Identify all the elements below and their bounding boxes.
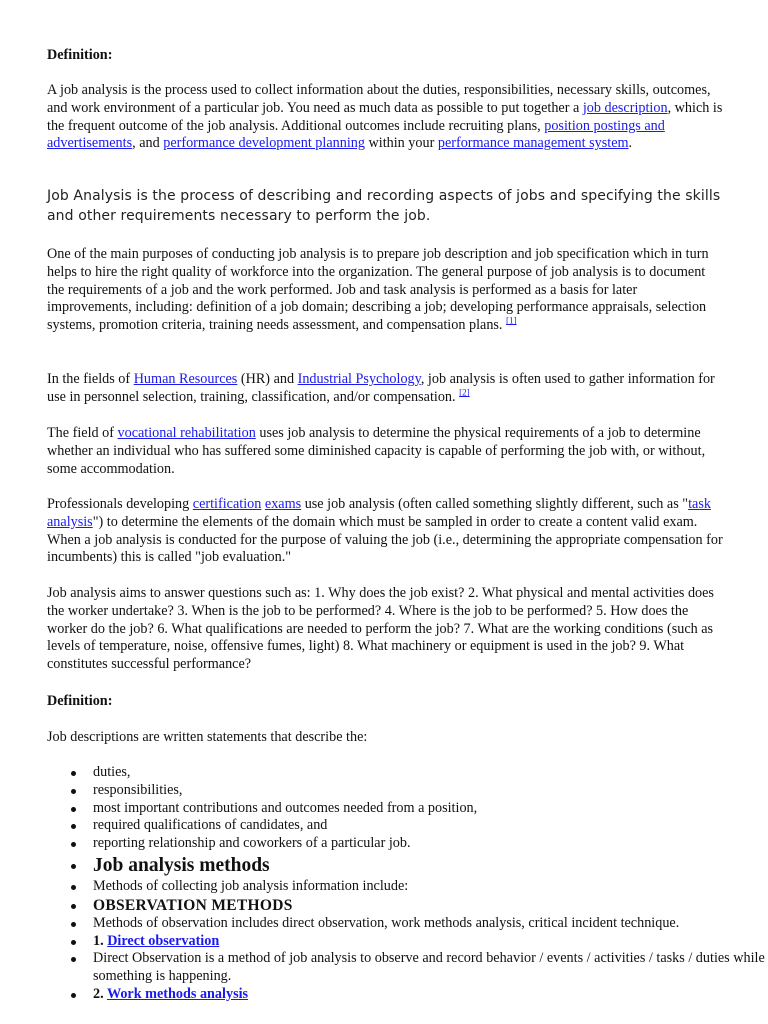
list-item: Methods of observation includes direct observation, work methods analysis, critical incident technique. <box>93 915 768 933</box>
job-description-list <box>47 764 768 853</box>
professionals-paragraph <box>47 496 723 567</box>
methods-list <box>47 854 768 1004</box>
definition-heading: Definition: <box>47 47 113 63</box>
reference-1-link[interactable]: [1] <box>506 315 517 326</box>
position-postings-link[interactable]: position postings and advertisements <box>47 117 665 152</box>
work-methods-number: 2. <box>93 985 107 1002</box>
job-descriptions-intro: Job descriptions are written statements that describe the: <box>47 729 368 745</box>
vocational-paragraph <box>47 425 723 478</box>
job-analysis-definition-text: is the process of describing and recording aspects of jobs and specifying the skills and other requirements necessary to perform the job. <box>47 188 721 224</box>
list-item: most important contributions and outcomes needed from a position, <box>93 800 768 818</box>
prof-text-3: use job analysis (often called something slightly different, such as " <box>301 496 689 512</box>
methods-heading: Job analysis methods <box>93 854 768 878</box>
hr-text-1: In the fields of <box>47 371 134 387</box>
exams-link[interactable]: exams <box>264 496 302 512</box>
hr-text-3: , job analysis is often used to gather information for use in personnel selection, training, classification, and/or compensation. <box>47 371 715 405</box>
prof-text-1: Professionals developing <box>47 496 193 512</box>
intro-text-2: , which is the frequent outcome of the job analysis. Additional outcomes include recruiting plans, <box>47 99 723 134</box>
list-item: reporting relationship and coworkers of a particular job. <box>93 835 768 853</box>
hr-text-2: (HR) and <box>237 371 298 387</box>
voc-text-1: The field of <box>47 425 118 441</box>
definition-heading-2: Definition: <box>47 693 113 709</box>
intro-text-1: A job analysis is the process used to collect information about the duties, responsibilities, necessary skills, outcomes, and work environment of a particular job. You need as much data as possible to put together a <box>47 82 711 116</box>
industrial-psychology-link[interactable]: Industrial Psychology <box>297 371 421 387</box>
work-methods-analysis-link[interactable]: Work methods analysis <box>106 985 249 1002</box>
human-resources-link[interactable]: Human Resources <box>133 371 238 387</box>
reference-2-link[interactable]: [2] <box>459 387 470 398</box>
intro-text-5: . <box>628 135 633 152</box>
reference-2 <box>459 387 470 397</box>
job-description-link[interactable]: job description <box>582 99 668 116</box>
job-analysis-term: Job Analysis <box>47 188 132 204</box>
performance-management-system-link[interactable]: performance management system <box>437 135 629 152</box>
purposes-text: One of the main purposes of conducting job analysis is to prepare job description and job specification which in turn helps to hire the right quality of workforce into the organization. The general purpose of job analysis is to document the requirements of a job and the work performed. Job and task analysis is performed as a basis for later improvements, including: definition of a job domain; describing a job; developing performance appraisals, selection systems, promotion criteria, training needs assessment, and compensation plans. <box>47 246 709 334</box>
hr-paragraph <box>47 371 723 407</box>
list-item: responsibilities, <box>93 782 768 800</box>
voc-text-2: uses job analysis to determine the physical requirements of a job to determine whether an individual who has suffered some diminished capacity is capable of performing the job with, or without, some accommodation. <box>47 425 706 477</box>
certification-link[interactable]: certification <box>192 496 262 512</box>
intro-paragraph <box>47 82 723 153</box>
direct-observation-link[interactable]: Direct observation <box>107 932 220 949</box>
task-analysis-link[interactable]: task analysis <box>47 496 711 530</box>
purposes-paragraph <box>47 246 723 335</box>
reference-1 <box>506 315 517 325</box>
prof-text-4: ") to determine the elements of the domain which must be sampled in order to create a content valid exam. When a job analysis is conducted for the purpose of valuing the job (i.e., determining the appropriate compensation for incumbents) this is called "job evaluation." <box>47 513 723 566</box>
performance-development-planning-link[interactable]: performance development planning <box>163 135 365 152</box>
list-item: required qualifications of candidates, and <box>93 817 768 835</box>
questions-paragraph: Job analysis aims to answer questions such as: 1. Why does the job exist? 2. What physical and mental activities does the worker undertake? 3. When is the job to be performed? 4. Where is the job to be performed? 5. How does the worker do the job? 6. What qualifications are needed to perform the job? 7. What are the working conditions (such as levels of temperature, noise, offensive fumes, light) 8. What machinery or equipment is used in the job? 9. What constitutes successful performance? <box>47 585 714 673</box>
intro-text-3: , and <box>132 135 164 152</box>
list-item: duties, <box>93 764 768 782</box>
intro-text-4: within your <box>364 135 438 152</box>
direct-observation-number: 1. <box>93 932 108 949</box>
vocational-rehabilitation-link[interactable]: vocational rehabilitation <box>117 425 256 441</box>
work-methods-analysis-item <box>93 986 768 1004</box>
job-analysis-definition <box>47 186 723 226</box>
observation-methods-heading: OBSERVATION METHODS <box>93 896 768 915</box>
list-item: Direct Observation is a method of job analysis to observe and record behavior / events / activities / tasks / duties while something is happening. <box>93 950 768 986</box>
list-item: Methods of collecting job analysis information include: <box>93 878 768 896</box>
direct-observation-item <box>93 933 768 951</box>
